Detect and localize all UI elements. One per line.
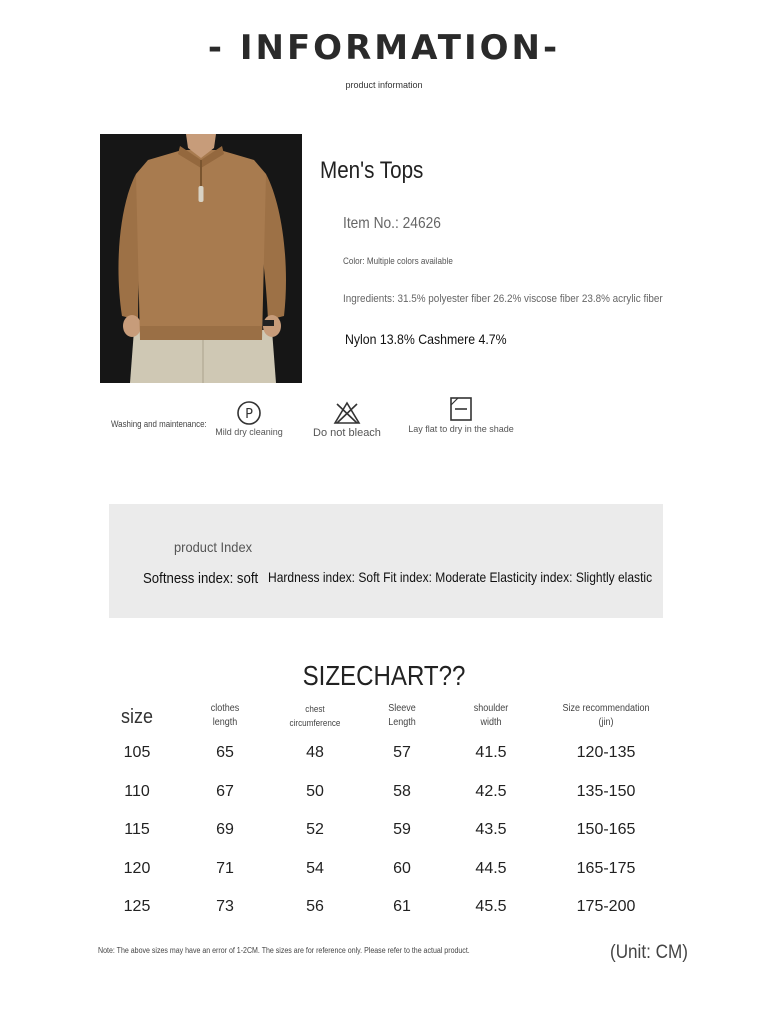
size-chart-header-3: Sleeve Length [388,703,416,728]
care-label: Lay flat to dry in the shade [408,424,514,434]
product-name: Men's Tops [320,157,424,184]
care-item-dry-flat [402,395,520,434]
dry-flat-shade-icon [448,395,474,423]
size-chart-header-4: shoulder width [473,703,509,728]
svg-text:P: P [245,407,253,422]
size-chart-cell: 135-150 [576,783,636,800]
product-index-box [109,504,663,618]
size-chart-cell: 50 [306,783,324,800]
color-info: Color: Multiple colors available [343,256,453,266]
size-chart-title: SIZECHART?? [302,660,466,691]
ingredients-info: Ingredients: 31.5% polyester fiber 26.2% viscose fiber 23.8% acrylic fiber [343,293,663,305]
other-indexes: Hardness index: Soft Fit index: Moderate Elasticity index: Slightly elastic [268,569,653,585]
size-chart-cell: 125 [123,898,151,915]
care-label: Mild dry cleaning [215,427,283,437]
size-chart-header-5: Size recommendation (jin) [562,703,650,728]
size-chart-cell: 69 [216,821,234,838]
size-chart-cell: 58 [393,783,411,800]
dry-clean-p-icon [236,400,262,426]
care-label: Do not bleach [313,427,381,439]
size-chart-cell: 115 [124,821,150,838]
size-chart-header-2: chest circumference [289,704,341,728]
softness-index: Softness index: soft [143,570,259,587]
size-chart-cell: 73 [216,898,234,915]
care-item-dry-clean [214,400,284,437]
ingredients-extra: Nylon 13.8% Cashmere 4.7% [345,331,507,347]
size-chart-cell: 110 [124,783,150,800]
size-chart-cell: 120 [123,860,151,877]
size-chart-cell: 56 [306,898,324,915]
size-chart-cell: 175-200 [576,898,636,915]
size-chart-cell: 61 [393,898,411,915]
product-index-title: product Index [174,539,253,555]
size-chart-cell: 67 [216,783,234,800]
page-subtitle: product information [345,80,423,90]
no-bleach-icon [332,400,362,426]
unit-label: (Unit: CM) [610,942,688,963]
size-chart-cell: 165-175 [576,860,636,877]
size-chart-cell: 44.5 [475,860,507,877]
size-chart-cell: 71 [216,860,234,877]
washing-label: Washing and maintenance: [111,419,207,429]
size-chart-cell: 59 [393,821,411,838]
size-chart-cell: 45.5 [475,898,507,915]
size-chart-header-1: clothes length [210,703,240,728]
size-chart-cell: 105 [123,744,151,761]
size-chart-cell: 41.5 [475,744,507,761]
care-item-no-bleach [312,400,382,439]
size-chart-cell: 65 [216,744,234,761]
size-chart-header-0: size [120,706,154,728]
size-chart-cell: 43.5 [475,821,507,838]
size-chart-cell: 48 [306,744,324,761]
size-chart-cell: 42.5 [475,783,507,800]
page-title: - INFORMATION- [207,28,561,68]
size-chart-cell: 150-165 [576,821,636,838]
size-chart-cell: 57 [393,744,411,761]
size-note: Note: The above sizes may have an error of 1-2CM. The sizes are for reference only. Please refer to the actual product. [98,946,470,955]
size-chart-cell: 54 [306,860,324,877]
item-number: Item No.: 24626 [343,215,441,232]
size-chart-cell: 120-135 [576,744,636,761]
product-photo [100,134,302,383]
size-chart-cell: 60 [393,860,411,877]
size-chart-cell: 52 [306,821,324,838]
